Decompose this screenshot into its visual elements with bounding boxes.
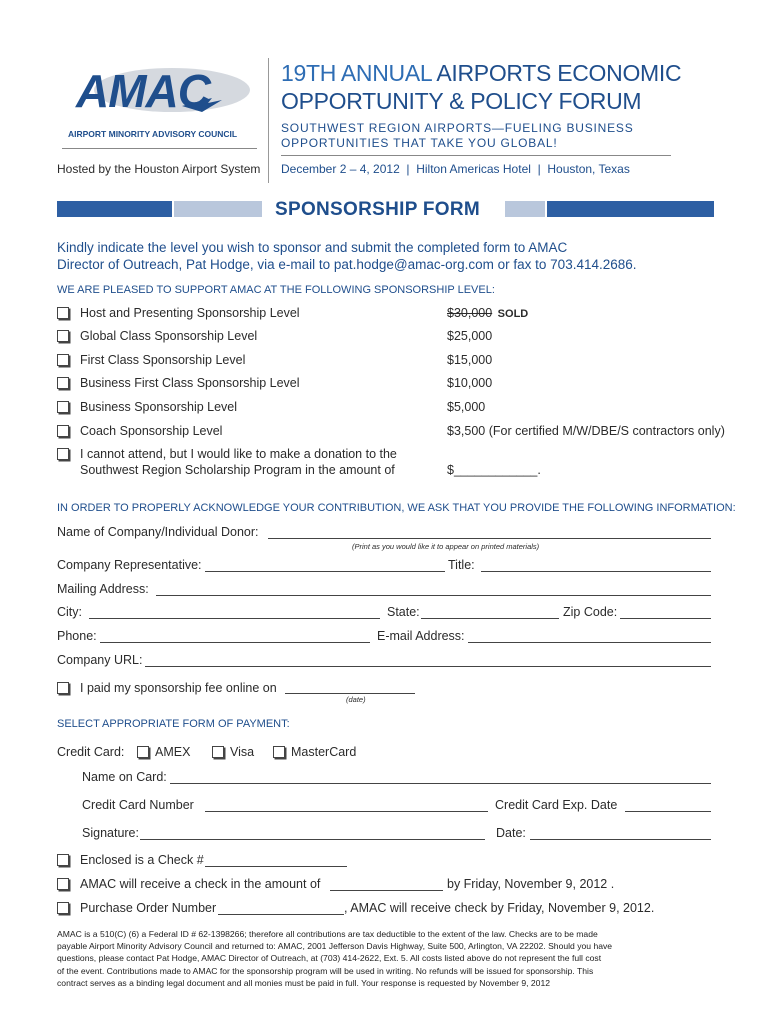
level-row	[57, 424, 737, 440]
amac-logo	[62, 62, 252, 142]
info-heading: IN ORDER TO PROPERLY ACKNOWLEDGE YOUR CONTRIBUTION, WE ASK THAT YOU PROVIDE THE FOLLOWING INFORMATION:	[57, 502, 736, 514]
exp-date-field[interactable]	[625, 811, 711, 812]
level-price: $5,000	[447, 400, 486, 414]
level-price: $3,500 (For certified M/W/DBE/S contractors only)	[447, 424, 725, 438]
level-row	[57, 400, 737, 416]
po-checkbox[interactable]	[57, 902, 69, 914]
signature-label: Signature:	[82, 826, 139, 840]
check-checkbox[interactable]	[57, 854, 69, 866]
title-bar-right-light	[505, 201, 545, 217]
subtitle-rule	[281, 155, 671, 156]
event-subtitle-line2: OPPORTUNITIES THAT TAKE YOU GLOBAL!	[281, 136, 558, 150]
url-label: Company URL:	[57, 653, 143, 667]
amex-checkbox[interactable]	[137, 746, 149, 758]
name-on-card-label: Name on Card:	[82, 770, 167, 784]
paid-online-label: I paid my sponsorship fee online on	[80, 681, 277, 695]
date-hint: (date)	[346, 695, 366, 704]
visa-checkbox[interactable]	[212, 746, 224, 758]
title-rest: AIRPORTS ECONOMIC	[436, 60, 682, 86]
level-checkbox[interactable]	[57, 330, 69, 342]
check-label: Enclosed is a Check #	[80, 853, 204, 867]
credit-card-label: Credit Card:	[57, 745, 125, 759]
phone-field[interactable]	[100, 642, 370, 643]
paid-online-checkbox[interactable]	[57, 682, 69, 694]
level-price: $15,000	[447, 353, 493, 367]
company-name-field[interactable]	[268, 538, 711, 539]
footer-line: contract serves as a binding legal document and all monies must be paid in full. Your response is requested by November 9, 2012	[57, 977, 550, 988]
title-bar-left-light	[174, 201, 262, 217]
title-label: Title:	[448, 558, 475, 572]
donation-amount-field[interactable]: $____________.	[447, 463, 541, 477]
level-row	[57, 329, 737, 345]
intro-line2: Director of Outreach, Pat Hodge, via e-mail to pat.hodge@amac-org.com or fax to 703.414.2686.	[57, 257, 637, 272]
paid-online-date-field[interactable]	[285, 693, 415, 694]
level-name: Host and Presenting Sponsorship Level	[80, 306, 300, 320]
header-divider	[268, 58, 269, 183]
signature-field[interactable]	[140, 839, 485, 840]
level-price-value: $30,000	[447, 306, 493, 320]
name-on-card-field[interactable]	[170, 783, 711, 784]
level-checkbox[interactable]	[57, 307, 69, 319]
card-number-field[interactable]	[205, 811, 488, 812]
footer-line: questions, please contact Pat Hodge, AMAC Director of Outreach, at (703) 414-2622, Ext. 5. All costs listed above do not represent the full cost	[57, 953, 602, 964]
title-bar-left-dark	[57, 201, 172, 217]
level-name: Business First Class Sponsorship Level	[80, 376, 300, 390]
representative-label: Company Representative:	[57, 558, 202, 572]
visa-label: Visa	[230, 745, 255, 759]
levels-heading: WE ARE PLEASED TO SUPPORT AMAC AT THE FOLLOWING SPONSORSHIP LEVEL:	[57, 284, 495, 296]
form-title: SPONSORSHIP FORM	[275, 199, 481, 220]
level-checkbox[interactable]	[57, 377, 69, 389]
level-row	[57, 353, 737, 369]
level-checkbox[interactable]	[57, 425, 69, 437]
zip-label: Zip Code:	[563, 605, 618, 619]
mailing-field[interactable]	[156, 595, 711, 596]
level-row	[57, 376, 737, 392]
state-label: State:	[387, 605, 420, 619]
intro-line1: Kindly indicate the level you wish to sponsor and submit the completed form to AMAC	[57, 240, 568, 255]
footer-text	[57, 928, 727, 989]
company-name-label: Name of Company/Individual Donor:	[57, 525, 259, 539]
event-title-line1	[281, 60, 681, 87]
level-price: $10,000	[447, 376, 493, 390]
donation-text-line1: I cannot attend, but I would like to make a donation to the	[80, 447, 397, 461]
city-label: City:	[57, 605, 82, 619]
check-by-text: by Friday, November 9, 2012 .	[447, 877, 615, 891]
level-name: First Class Sponsorship Level	[80, 353, 246, 367]
po-number-field[interactable]	[218, 914, 344, 915]
level-name: Global Class Sponsorship Level	[80, 329, 258, 343]
donation-text-line2: Southwest Region Scholarship Program in the amount of	[80, 463, 395, 477]
title-highlight: 19TH ANNUAL	[281, 60, 432, 86]
date-label: Date:	[496, 826, 526, 840]
donation-row	[57, 447, 737, 479]
check-amount-field[interactable]	[330, 890, 443, 891]
check-amount-checkbox[interactable]	[57, 878, 69, 890]
footer-line: AMAC is a 510(C) (6) a Federal ID # 62-1398266; therefore all contributions are tax deductible to the extent of the law. Checks are to be made	[57, 929, 598, 939]
hosted-by: Hosted by the Houston Airport System	[57, 162, 261, 176]
event-info: December 2 – 4, 2012 | Hilton Americas Hotel | Houston, Texas	[281, 162, 630, 176]
level-name: Coach Sponsorship Level	[80, 424, 223, 438]
phone-label: Phone:	[57, 629, 97, 643]
mastercard-label: MasterCard	[291, 745, 357, 759]
state-field[interactable]	[421, 618, 559, 619]
email-field[interactable]	[468, 642, 711, 643]
logo-rule	[62, 148, 257, 149]
logo-subtitle: AIRPORT MINORITY ADVISORY COUNCIL	[68, 129, 238, 139]
title-bar-right-dark	[547, 201, 714, 217]
date-field[interactable]	[530, 839, 711, 840]
level-checkbox[interactable]	[57, 401, 69, 413]
po-by-text: , AMAC will receive check by Friday, November 9, 2012.	[344, 901, 655, 915]
event-subtitle-line1: SOUTHWEST REGION AIRPORTS—FUELING BUSINESS	[281, 121, 634, 135]
sold-label: SOLD	[497, 308, 529, 320]
email-label: E-mail Address:	[377, 629, 465, 643]
level-price	[447, 306, 528, 320]
exp-date-label: Credit Card Exp. Date	[495, 798, 618, 812]
level-name: Business Sponsorship Level	[80, 400, 238, 414]
company-name-hint: (Print as you would like it to appear on printed materials)	[352, 542, 540, 551]
check-amount-label: AMAC will receive a check in the amount of	[80, 877, 321, 891]
level-price: $25,000	[447, 329, 493, 343]
level-row	[57, 306, 737, 322]
title-field[interactable]	[481, 571, 711, 572]
check-number-field[interactable]	[205, 866, 347, 867]
logo-text: AMAC	[76, 65, 210, 117]
event-title-line2: OPPORTUNITY & POLICY FORUM	[281, 88, 642, 114]
payment-heading: SELECT APPROPRIATE FORM OF PAYMENT:	[57, 718, 290, 730]
url-field[interactable]	[145, 666, 711, 667]
level-checkbox[interactable]	[57, 354, 69, 366]
amex-label: AMEX	[155, 745, 191, 759]
mailing-label: Mailing Address:	[57, 582, 149, 596]
card-number-label: Credit Card Number	[82, 798, 194, 812]
city-field[interactable]	[89, 618, 380, 619]
footer-line: payable Airport Minority Advisory Council and returned to: AMAC, 2001 Jefferson Davis Highway, Suite 500, Arlington, VA 22202. Should you have	[57, 941, 613, 952]
footer-line: of the event. Contributions made to AMAC for the sponsorship program will be used in writing. No refunds will be issued for sponsorship. This	[57, 965, 594, 976]
representative-field[interactable]	[205, 571, 445, 572]
donation-checkbox[interactable]	[57, 448, 69, 460]
mastercard-checkbox[interactable]	[273, 746, 285, 758]
zip-field[interactable]	[620, 618, 711, 619]
po-label: Purchase Order Number	[80, 901, 217, 915]
